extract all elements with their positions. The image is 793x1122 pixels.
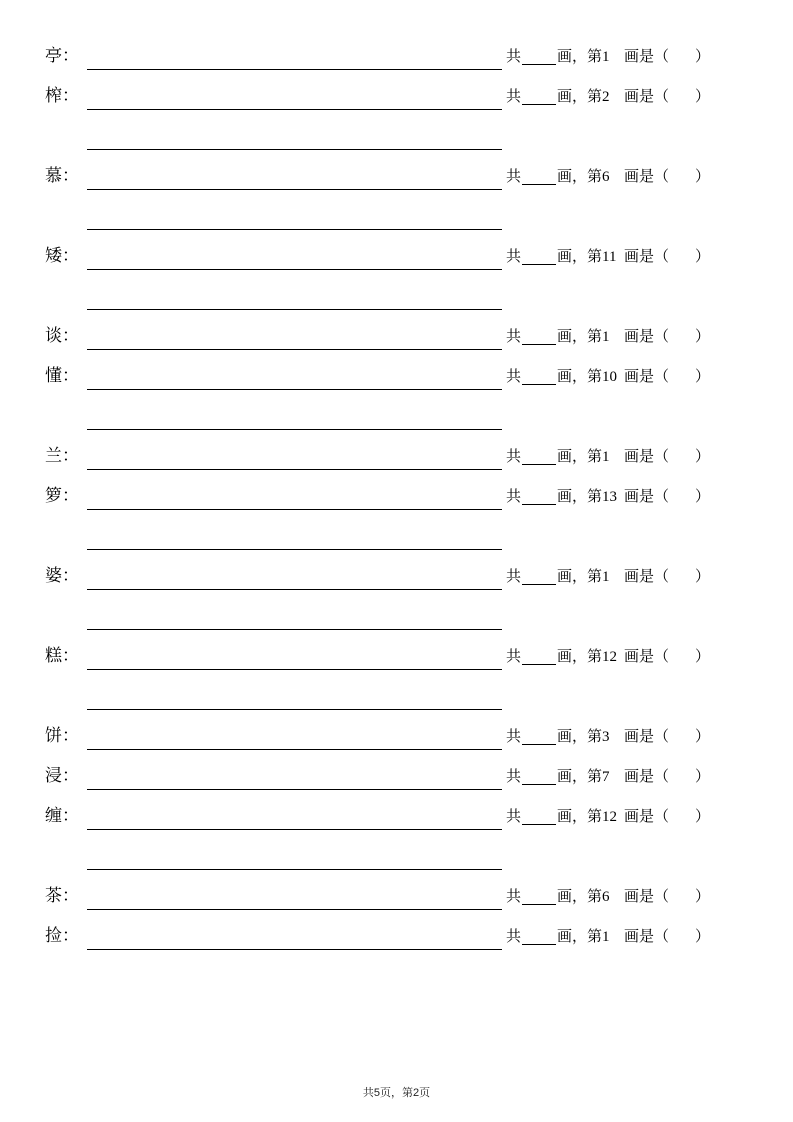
character-label: 榨： xyxy=(45,86,79,105)
stroke-answer-prompt: 画是（ xyxy=(624,449,670,465)
stroke-question xyxy=(502,370,748,390)
stroke-answer-prompt: 画是（ xyxy=(624,889,670,905)
stroke-question xyxy=(502,650,748,670)
total-strokes-prefix: 共 xyxy=(506,169,522,185)
character-label: 捡： xyxy=(45,926,79,945)
exercise-row xyxy=(45,790,748,830)
exercise-row-continuation xyxy=(45,270,748,310)
total-strokes-blank[interactable] xyxy=(522,331,556,345)
character-label: 婆： xyxy=(45,566,79,585)
exercise-row xyxy=(45,550,748,590)
total-strokes-suffix: 画，第 xyxy=(557,449,603,465)
writing-line[interactable] xyxy=(87,243,502,270)
stroke-number: 2 xyxy=(602,89,610,105)
total-strokes-prefix: 共 xyxy=(506,809,522,825)
character-label: 亭： xyxy=(45,46,79,65)
exercise-row-continuation xyxy=(45,590,748,630)
close-paren: ） xyxy=(695,249,711,265)
writing-line[interactable] xyxy=(87,203,502,230)
stroke-question xyxy=(502,890,748,910)
writing-line[interactable] xyxy=(87,723,502,750)
total-strokes-prefix: 共 xyxy=(506,649,522,665)
exercise-row xyxy=(45,910,748,950)
total-strokes-blank[interactable] xyxy=(522,811,556,825)
stroke-answer-prompt: 画是（ xyxy=(624,49,670,65)
total-strokes-suffix: 画，第 xyxy=(557,929,603,945)
stroke-answer-prompt: 画是（ xyxy=(624,329,670,345)
total-strokes-prefix: 共 xyxy=(506,889,522,905)
exercise-row xyxy=(45,630,748,670)
total-strokes-suffix: 画，第 xyxy=(557,649,603,665)
total-strokes-prefix: 共 xyxy=(506,329,522,345)
exercise-row xyxy=(45,30,748,70)
total-strokes-prefix: 共 xyxy=(506,489,522,505)
writing-line[interactable] xyxy=(87,923,502,950)
total-strokes-blank[interactable] xyxy=(522,91,556,105)
stroke-number: 6 xyxy=(602,889,610,905)
close-paren: ） xyxy=(695,369,711,385)
writing-line[interactable] xyxy=(87,883,502,910)
total-strokes-blank[interactable] xyxy=(522,371,556,385)
total-strokes-blank[interactable] xyxy=(522,51,556,65)
stroke-number: 1 xyxy=(602,929,610,945)
close-paren: ） xyxy=(695,729,711,745)
exercise-row xyxy=(45,710,748,750)
character-label: 饼： xyxy=(45,726,79,745)
stroke-number: 12 xyxy=(602,649,618,665)
close-paren: ） xyxy=(695,329,711,345)
stroke-number: 1 xyxy=(602,569,610,585)
close-paren: ） xyxy=(695,449,711,465)
writing-line[interactable] xyxy=(87,363,502,390)
character-label: 矮： xyxy=(45,246,79,265)
total-strokes-prefix: 共 xyxy=(506,449,522,465)
exercise-row-continuation xyxy=(45,390,748,430)
character-label: 糕： xyxy=(45,646,79,665)
stroke-question xyxy=(502,810,748,830)
writing-line[interactable] xyxy=(87,803,502,830)
stroke-answer-prompt: 画是（ xyxy=(624,249,670,265)
character-label: 懂： xyxy=(45,366,79,385)
stroke-question xyxy=(502,930,748,950)
exercise-row xyxy=(45,70,748,110)
writing-line[interactable] xyxy=(87,163,502,190)
total-strokes-blank[interactable] xyxy=(522,771,556,785)
close-paren: ） xyxy=(695,929,711,945)
writing-line[interactable] xyxy=(87,683,502,710)
writing-line[interactable] xyxy=(87,603,502,630)
exercise-row xyxy=(45,870,748,910)
stroke-answer-prompt: 画是（ xyxy=(624,809,670,825)
writing-line[interactable] xyxy=(87,123,502,150)
exercise-list xyxy=(45,30,748,950)
close-paren: ） xyxy=(695,889,711,905)
total-strokes-blank[interactable] xyxy=(522,931,556,945)
total-strokes-suffix: 画，第 xyxy=(557,89,603,105)
character-label: 浸： xyxy=(45,766,79,785)
exercise-row-continuation xyxy=(45,510,748,550)
stroke-answer-prompt: 画是（ xyxy=(624,169,670,185)
close-paren: ） xyxy=(695,489,711,505)
stroke-number: 1 xyxy=(602,49,610,65)
stroke-answer-prompt: 画是（ xyxy=(624,729,670,745)
total-strokes-blank[interactable] xyxy=(522,731,556,745)
writing-line[interactable] xyxy=(87,523,502,550)
character-label: 谈： xyxy=(45,326,79,345)
writing-line[interactable] xyxy=(87,563,502,590)
total-strokes-blank[interactable] xyxy=(522,451,556,465)
close-paren: ） xyxy=(695,809,711,825)
writing-line[interactable] xyxy=(87,843,502,870)
total-strokes-suffix: 画，第 xyxy=(557,729,603,745)
stroke-number: 11 xyxy=(602,249,617,265)
stroke-answer-prompt: 画是（ xyxy=(624,369,670,385)
stroke-number: 12 xyxy=(602,809,618,825)
stroke-number: 3 xyxy=(602,729,610,745)
writing-line[interactable] xyxy=(87,443,502,470)
stroke-answer-prompt: 画是（ xyxy=(624,649,670,665)
stroke-number: 13 xyxy=(602,489,618,505)
stroke-question xyxy=(502,450,748,470)
exercise-row-continuation xyxy=(45,190,748,230)
writing-line[interactable] xyxy=(87,83,502,110)
close-paren: ） xyxy=(695,769,711,785)
stroke-question xyxy=(502,90,748,110)
stroke-number: 6 xyxy=(602,169,610,185)
exercise-row xyxy=(45,350,748,390)
stroke-answer-prompt: 画是（ xyxy=(624,929,670,945)
total-strokes-suffix: 画，第 xyxy=(557,489,603,505)
stroke-question xyxy=(502,330,748,350)
total-strokes-suffix: 画，第 xyxy=(557,329,603,345)
stroke-question xyxy=(502,50,748,70)
close-paren: ） xyxy=(695,649,711,665)
stroke-question xyxy=(502,170,748,190)
total-strokes-blank[interactable] xyxy=(522,491,556,505)
stroke-number: 1 xyxy=(602,449,610,465)
stroke-question xyxy=(502,570,748,590)
stroke-answer-prompt: 画是（ xyxy=(624,769,670,785)
exercise-row xyxy=(45,310,748,350)
writing-line[interactable] xyxy=(87,403,502,430)
stroke-number: 7 xyxy=(602,769,610,785)
close-paren: ） xyxy=(695,169,711,185)
stroke-question xyxy=(502,730,748,750)
total-strokes-prefix: 共 xyxy=(506,769,522,785)
total-strokes-suffix: 画，第 xyxy=(557,169,603,185)
character-label: 茶： xyxy=(45,886,79,905)
total-strokes-blank[interactable] xyxy=(522,651,556,665)
total-strokes-prefix: 共 xyxy=(506,49,522,65)
total-strokes-prefix: 共 xyxy=(506,249,522,265)
writing-line[interactable] xyxy=(87,43,502,70)
total-strokes-suffix: 画，第 xyxy=(557,249,603,265)
writing-line[interactable] xyxy=(87,643,502,670)
stroke-question xyxy=(502,250,748,270)
stroke-answer-prompt: 画是（ xyxy=(624,89,670,105)
total-strokes-blank[interactable] xyxy=(522,571,556,585)
total-strokes-prefix: 共 xyxy=(506,929,522,945)
exercise-row xyxy=(45,430,748,470)
total-strokes-suffix: 画，第 xyxy=(557,769,603,785)
writing-line[interactable] xyxy=(87,763,502,790)
stroke-answer-prompt: 画是（ xyxy=(624,569,670,585)
total-strokes-suffix: 画，第 xyxy=(557,889,603,905)
character-label: 兰： xyxy=(45,446,79,465)
stroke-number: 1 xyxy=(602,329,610,345)
exercise-row-continuation xyxy=(45,830,748,870)
total-strokes-suffix: 画，第 xyxy=(557,809,603,825)
character-label: 慕： xyxy=(45,166,79,185)
character-label: 箩： xyxy=(45,486,79,505)
close-paren: ） xyxy=(695,49,711,65)
stroke-answer-prompt: 画是（ xyxy=(624,489,670,505)
writing-line[interactable] xyxy=(87,483,502,510)
exercise-row xyxy=(45,750,748,790)
stroke-question xyxy=(502,490,748,510)
total-strokes-blank[interactable] xyxy=(522,171,556,185)
exercise-row xyxy=(45,150,748,190)
stroke-question xyxy=(502,770,748,790)
total-strokes-suffix: 画，第 xyxy=(557,49,603,65)
close-paren: ） xyxy=(695,569,711,585)
exercise-row xyxy=(45,470,748,510)
close-paren: ） xyxy=(695,89,711,105)
total-strokes-suffix: 画，第 xyxy=(557,569,603,585)
page-footer: 共5页，第2页 xyxy=(362,1087,431,1099)
stroke-number: 10 xyxy=(602,369,618,385)
total-strokes-blank[interactable] xyxy=(522,251,556,265)
writing-line[interactable] xyxy=(87,283,502,310)
total-strokes-prefix: 共 xyxy=(506,729,522,745)
exercise-row-continuation xyxy=(45,670,748,710)
character-label: 缠： xyxy=(45,806,79,825)
total-strokes-blank[interactable] xyxy=(522,891,556,905)
total-strokes-suffix: 画，第 xyxy=(557,369,603,385)
total-strokes-prefix: 共 xyxy=(506,369,522,385)
total-strokes-prefix: 共 xyxy=(506,89,522,105)
writing-line[interactable] xyxy=(87,323,502,350)
exercise-row xyxy=(45,230,748,270)
exercise-row-continuation xyxy=(45,110,748,150)
total-strokes-prefix: 共 xyxy=(506,569,522,585)
